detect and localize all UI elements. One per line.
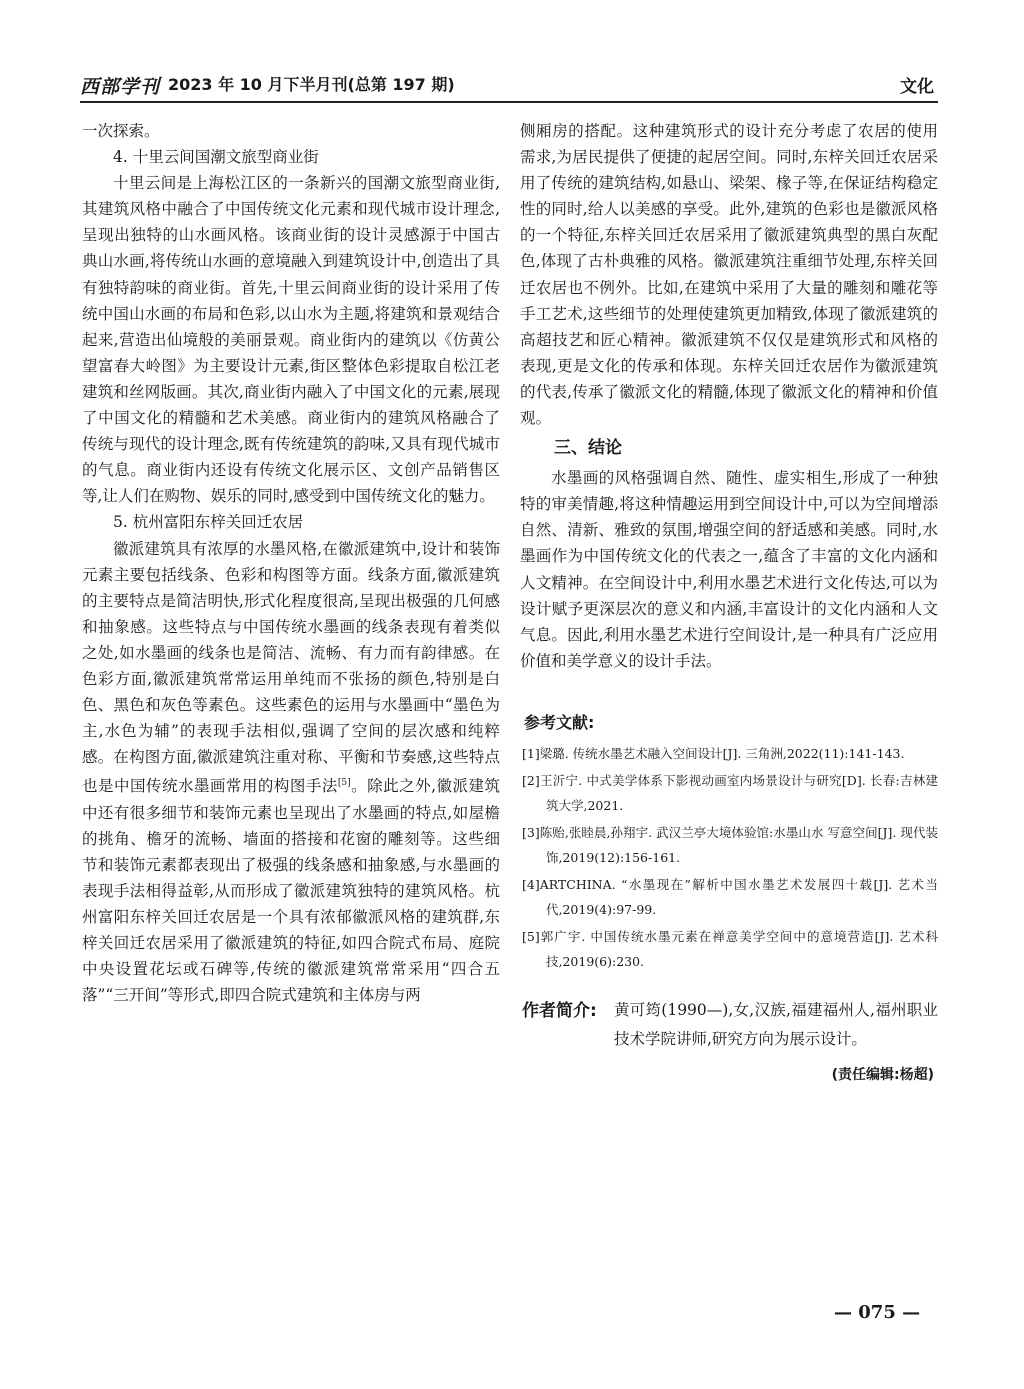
section-name: 文化 — [900, 77, 934, 97]
paragraph-text: 。除此之外,徽派建筑中还有很多细节和装饰元素也呈现出了水墨画的特点,如屋檐的挑角、檐牙的流畅、墙面的搭接和花窗的雕刻等。这些细节和装饰元素都表现出了极强的线条感和抽象感,与水墨画的表现手法相得益彰,从而形成了徽派建筑独特的建筑风格。杭州富阳东梓关回迁农居是一个具有浓郁徽派风格的建筑群,东梓关回迁农居采用了徽派建筑的特征,如四合院式布局、庭院中央设置花坛或石碑等,传统的徽派建筑常常采用“四合五落”“三开间”等形式,即四合院式建筑和主体房与两 — [82, 777, 500, 1005]
author-text: 黄可筠(1990—),女,汉族,福建福州人,福州职业技术学院讲师,研究方向为展示设计。 — [614, 1000, 938, 1048]
journal-logo: 西部学刊 — [80, 76, 161, 98]
paragraph: 侧厢房的搭配。这种建筑形式的设计充分考虑了农居的使用需求,为居民提供了便捷的起居空间。同时,东梓关回迁农居采用了传统的建筑结构,如悬山、梁架、椽子等,在保证结构稳定性的同时,给人以美感的享受。此外,建筑的色彩也是徽派风格的一个特征,东梓关回迁农居采用了徽派建筑典型的黑白灰配色,体现了古朴典雅的风格。徽派建筑注重细节处理,东梓关回迁农居也不例外。比如,在建筑中采用了大量的雕刻和雕花等手工艺术,这些细节的处理使建筑更加精致,体现了徽派建筑的高超技艺和匠心精神。徽派建筑不仅仅是建筑形式和风格的表现,更是文化的传承和体现。东梓关回迁农居作为徽派建筑的代表,传承了徽派文化的精髓,体现了徽派文化的精神和价值观。 — [520, 122, 938, 428]
paragraph: 十里云间是上海松江区的一条新兴的国潮文旅型商业街,其建筑风格中融合了中国传统文化元素和现代城市设计理念,呈现出独特的山水画风格。该商业街的设计灵感源于中国古典山水画,将传统山水画的意境融入到建筑设计中,创造出了具有独特韵味的商业街。首先,十里云间商业街的设计采用了传统中国山水画的布局和色彩,以山水为主题,将建筑和景观结合起来,营造出仙境般的美丽景观。商业街内的建筑以《仿黄公望富春大岭图》为主要设计元素,街区整体色彩提取自松江老建筑和丝网版画。其次,商业街内融入了中国文化的元素,展现了中国文化的精髓和艺术美感。商业街内的建筑风格融合了传统与现代的设计理念,既有传统建筑的韵味,又具有现代城市的气息。商业街内还设有传统文化展示区、文创产品销售区等,让人们在购物、娱乐的同时,感受到中国传统文化的魅力。 — [82, 174, 500, 506]
subheading: 5. 杭州富阳东梓关回迁农居 — [113, 513, 304, 532]
reference-item: [3]陈贻,张睦晨,孙翔宇. 武汉兰亭大境体验馆:水墨山水 写意空间[J]. 现代装饰,2019(12):156-161. — [522, 824, 938, 865]
paragraph: 一次探索。 — [82, 122, 160, 140]
author-bio — [520, 996, 938, 1054]
references-heading: 参考文献: — [524, 712, 595, 732]
author-label: 作者简介: — [522, 1000, 597, 1021]
paragraph — [82, 536, 500, 1009]
reference-item: [2]王沂宁. 中式美学体系下影视动画室内场景设计与研究[D]. 长春:吉林建筑大学,2021. — [522, 772, 938, 813]
header-rule — [80, 101, 938, 103]
paragraph-text: 徽派建筑具有浓厚的水墨风格,在徽派建筑中,设计和装饰元素主要包括线条、色彩和构图等方面。线条方面,徽派建筑的主要特点是简洁明快,形式化程度很高,呈现出极强的几何感和抽象感。这些特点与中国传统水墨画的线条表现有着类似之处,如水墨画的线条也是简洁、流畅、有力而有韵律感。在色彩方面,徽派建筑常常运用单纯而不张扬的颜色,特别是白色、黑色和灰色等素色。这些素色的运用与水墨画中“墨色为主,水色为辅”的表现手法相似,强调了空间的层次感和纯粹感。在构图方面,徽派建筑注重对称、平衡和节奏感,这些特点也是中国传统水墨画常用的构图手法 — [82, 539, 500, 796]
left-column — [82, 118, 500, 1008]
issue-info: 2023 年 10 月下半月刊(总第 197 期) — [168, 75, 455, 94]
editor-credit: (责任编辑:杨超) — [831, 1066, 934, 1083]
paragraph: 水墨画的风格强调自然、随性、虚实相生,形成了一种独特的审美情趣,将这种情趣运用到空间设计中,可以为空间增添自然、清新、雅致的氛围,增强空间的舒适感和美感。同时,水墨画作为中国传统文化的代表之一,蕴含了丰富的文化内涵和人文精神。在空间设计中,利用水墨艺术进行文化传达,可以为设计赋予更深层次的意义和内涵,丰富设计的文化内涵和人文气息。因此,利用水墨艺术进行空间设计,是一种具有广泛应用价值和美学意义的设计手法。 — [520, 469, 938, 670]
reference-item: [1]梁璐. 传统水墨艺术融入空间设计[J]. 三角洲,2022(11):141-143. — [522, 745, 905, 761]
reference-item: [5]郭广宇. 中国传统水墨元素在禅意美学空间中的意境营造[J]. 艺术科技,2019(6):230. — [522, 928, 938, 969]
page-number: — 075 — — [834, 1302, 921, 1323]
section-heading: 三、结论 — [554, 438, 622, 459]
reference-item: [4]ARTCHINA. “水墨现在”解析中国水墨艺术发展四十载[J]. 艺术当代,2019(4):97-99. — [522, 876, 938, 917]
citation-marker: [5] — [337, 778, 351, 789]
subheading: 4. 十里云间国潮文旅型商业街 — [113, 148, 319, 167]
right-column — [520, 118, 938, 1084]
page-header — [80, 66, 938, 100]
